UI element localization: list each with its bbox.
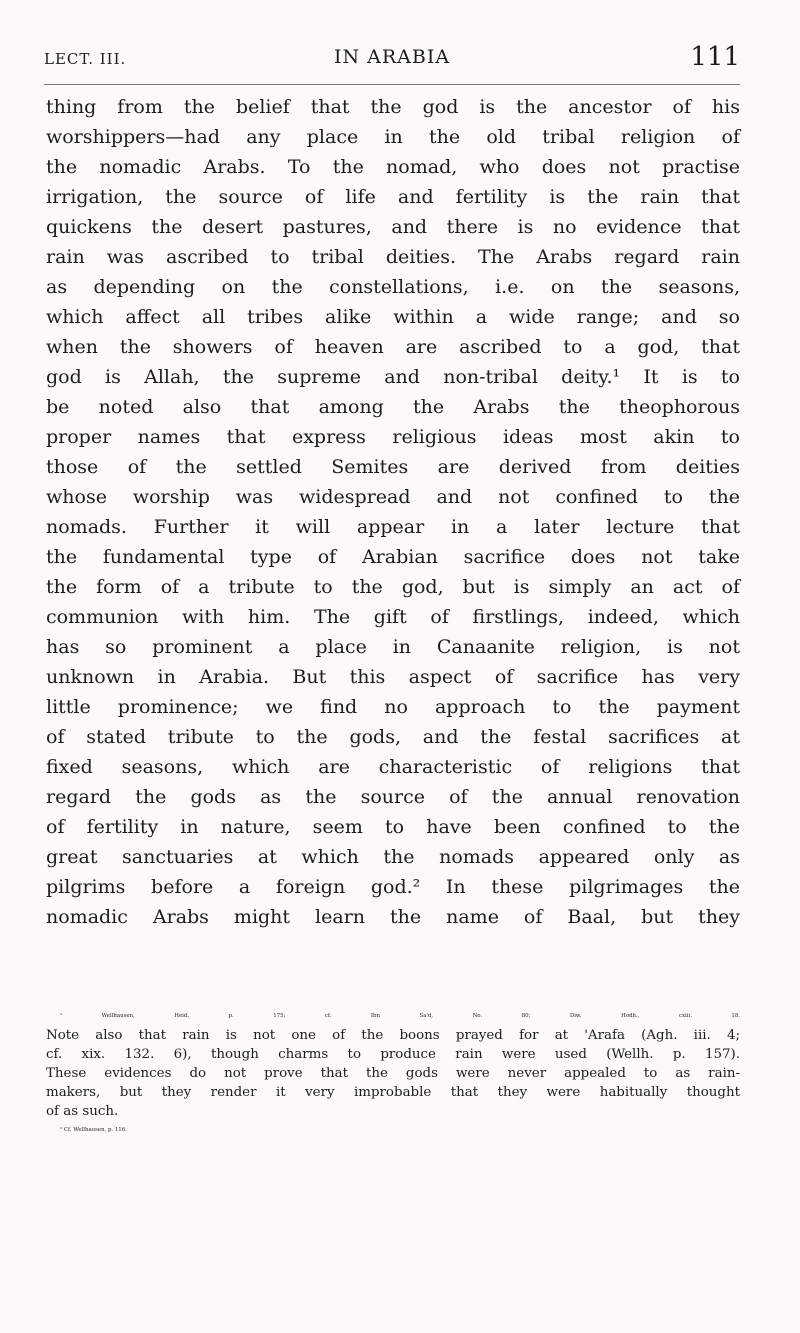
header-rule — [44, 84, 740, 85]
footnote-line: cf. xix. 132. 6), though charms to produce rain were used (Wellh. p. 157). — [46, 1047, 740, 1062]
text-line: of stated tribute to the gods, and the festal sacrifices at — [46, 726, 740, 748]
text-line: thing from the belief that the god is the ancestor of his — [46, 96, 740, 118]
text-line: when the showers of heaven are ascribed to a god, that — [46, 336, 740, 358]
text-line: the nomadic Arabs. To the nomad, who does not practise — [46, 156, 740, 178]
text-line: little prominence; we find no approach to the payment — [46, 696, 740, 718]
text-line: god is Allah, the supreme and non-tribal deity.¹ It is to — [46, 366, 740, 388]
text-line: communion with him. The gift of firstlings, indeed, which — [46, 606, 740, 628]
text-line: pilgrims before a foreign god.² In these pilgrimages the — [46, 876, 740, 898]
footnote-line: These evidences do not prove that the gods were never appealed to as rain- — [46, 1066, 740, 1081]
footnote-line: makers, but they render it very improbable that they were habitually thought — [46, 1085, 740, 1100]
footnote-line: ¹ Wellhausen, Heid. p. 175; cf. Ibn Sa'd, No. 80; Diw. Hodh., cxiii. 18. — [60, 1013, 740, 1019]
footnote-line: Note also that rain is not one of the boons prayed for at 'Arafa (Agh. iii. 4; — [46, 1028, 740, 1043]
text-line: regard the gods as the source of the annual renovation — [46, 786, 740, 808]
text-line: nomadic Arabs might learn the name of Baal, but they — [46, 906, 740, 928]
text-line: has so prominent a place in Canaanite religion, is not — [46, 636, 740, 658]
text-line: as depending on the constellations, i.e. on the seasons, — [46, 276, 740, 298]
text-line: the form of a tribute to the god, but is simply an act of — [46, 576, 740, 598]
text-line: nomads. Further it will appear in a later lecture that — [46, 516, 740, 538]
text-line: fixed seasons, which are characteristic of religions that — [46, 756, 740, 778]
text-line: rain was ascribed to tribal deities. The Arabs regard rain — [46, 246, 740, 268]
footnote-1 — [46, 1007, 740, 1121]
text-line: quickens the desert pastures, and there is no evidence that — [46, 216, 740, 238]
text-line: the fundamental type of Arabian sacrifice does not take — [46, 546, 740, 568]
text-line: whose worship was widespread and not confined to the — [46, 486, 740, 508]
footnote-line: ² Cf. Wellhausen, p. 116. — [60, 1127, 127, 1133]
footnote-2 — [46, 1121, 740, 1140]
main-text — [46, 92, 740, 932]
text-line: unknown in Arabia. But this aspect of sacrifice has very — [46, 666, 740, 688]
text-line: worshippers—had any place in the old tribal religion of — [46, 126, 740, 148]
text-line: of fertility in nature, seem to have been confined to the — [46, 816, 740, 838]
text-line: which affect all tribes alike within a wide range; and so — [46, 306, 740, 328]
text-line: proper names that express religious ideas most akin to — [46, 426, 740, 448]
page-title: IN ARABIA — [333, 46, 451, 68]
page-number: 111 — [690, 42, 740, 72]
text-line: irrigation, the source of life and fertility is the rain that — [46, 186, 740, 208]
text-line: great sanctuaries at which the nomads appeared only as — [46, 846, 740, 868]
footnote-line: of as such. — [46, 1104, 119, 1119]
text-line: those of the settled Semites are derived from deities — [46, 456, 740, 478]
running-header — [44, 42, 740, 72]
text-line: be noted also that among the Arabs the theophorous — [46, 396, 740, 418]
lecture-label: LECT. III. — [44, 50, 127, 68]
